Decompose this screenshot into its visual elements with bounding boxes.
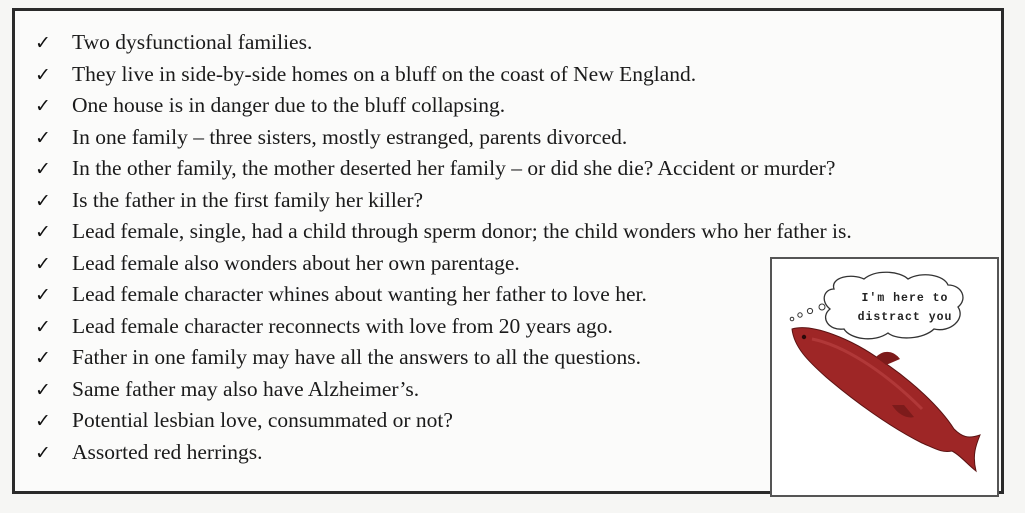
check-icon: ✓ (35, 441, 51, 464)
red-herring-cartoon (770, 257, 999, 497)
list-item (35, 311, 852, 343)
list-item (35, 405, 852, 437)
list-item-text: Lead female character reconnects with love from 20 years ago. (72, 313, 613, 338)
check-icon: ✓ (35, 63, 51, 86)
list-item-text: Father in one family may have all the answers to all the questions. (72, 345, 642, 369)
list-item-text: They live in side-by-side homes on a bluff on the coast of New England. (72, 61, 697, 86)
bullet-list (35, 27, 852, 468)
fish-eye (802, 335, 806, 339)
thought-dot (790, 317, 794, 321)
check-icon: ✓ (35, 410, 51, 432)
list-item (35, 248, 852, 280)
list-item (35, 342, 852, 374)
check-icon: ✓ (35, 189, 51, 212)
list-item (35, 59, 852, 91)
list-item-text: Lead female also wonders about her own parentage. (72, 250, 520, 275)
list-item-text: Lead female, single, had a child through sperm donor; the child wonders who her father is. (72, 219, 852, 243)
list-item (35, 374, 852, 406)
list-item (35, 153, 852, 185)
list-item-text: Same father may also have Alzheimer’s. (72, 376, 420, 401)
list-item (35, 27, 852, 59)
list-item-text: In the other family, the mother deserted her family – or did she die? Accident or murder? (72, 156, 836, 180)
check-icon: ✓ (35, 158, 51, 180)
list-item (35, 122, 852, 154)
list-item (35, 90, 852, 122)
thought-bubble-text: I'm here to distract you (857, 292, 953, 324)
list-item-text: Lead female character whines about wanting her father to love her. (72, 282, 647, 306)
list-item (35, 185, 852, 217)
list-item-text: Potential lesbian love, consummated or not? (72, 408, 453, 432)
list-item-text: Assorted red herrings. (72, 439, 263, 464)
list-item (35, 216, 852, 248)
check-icon: ✓ (35, 126, 51, 149)
thought-dot (819, 304, 825, 310)
list-item-text: Two dysfunctional families. (72, 30, 313, 54)
check-icon: ✓ (35, 284, 51, 306)
check-icon: ✓ (35, 315, 51, 338)
list-item-text: In one family – three sisters, mostly estranged, parents divorced. (72, 124, 628, 149)
fish-body (792, 328, 980, 471)
check-icon: ✓ (35, 252, 51, 275)
list-item (35, 437, 852, 469)
check-icon: ✓ (35, 95, 51, 117)
check-icon: ✓ (35, 347, 51, 369)
red-herring-fish-icon (792, 328, 980, 471)
thought-dot (798, 313, 802, 317)
check-icon: ✓ (35, 32, 51, 54)
list-item-text: Is the father in the first family her killer? (72, 187, 424, 212)
list-item-text: One house is in danger due to the bluff collapsing. (72, 93, 506, 117)
thought-dot (807, 308, 812, 313)
list-item (35, 279, 852, 311)
check-icon: ✓ (35, 378, 51, 401)
check-icon: ✓ (35, 221, 51, 243)
